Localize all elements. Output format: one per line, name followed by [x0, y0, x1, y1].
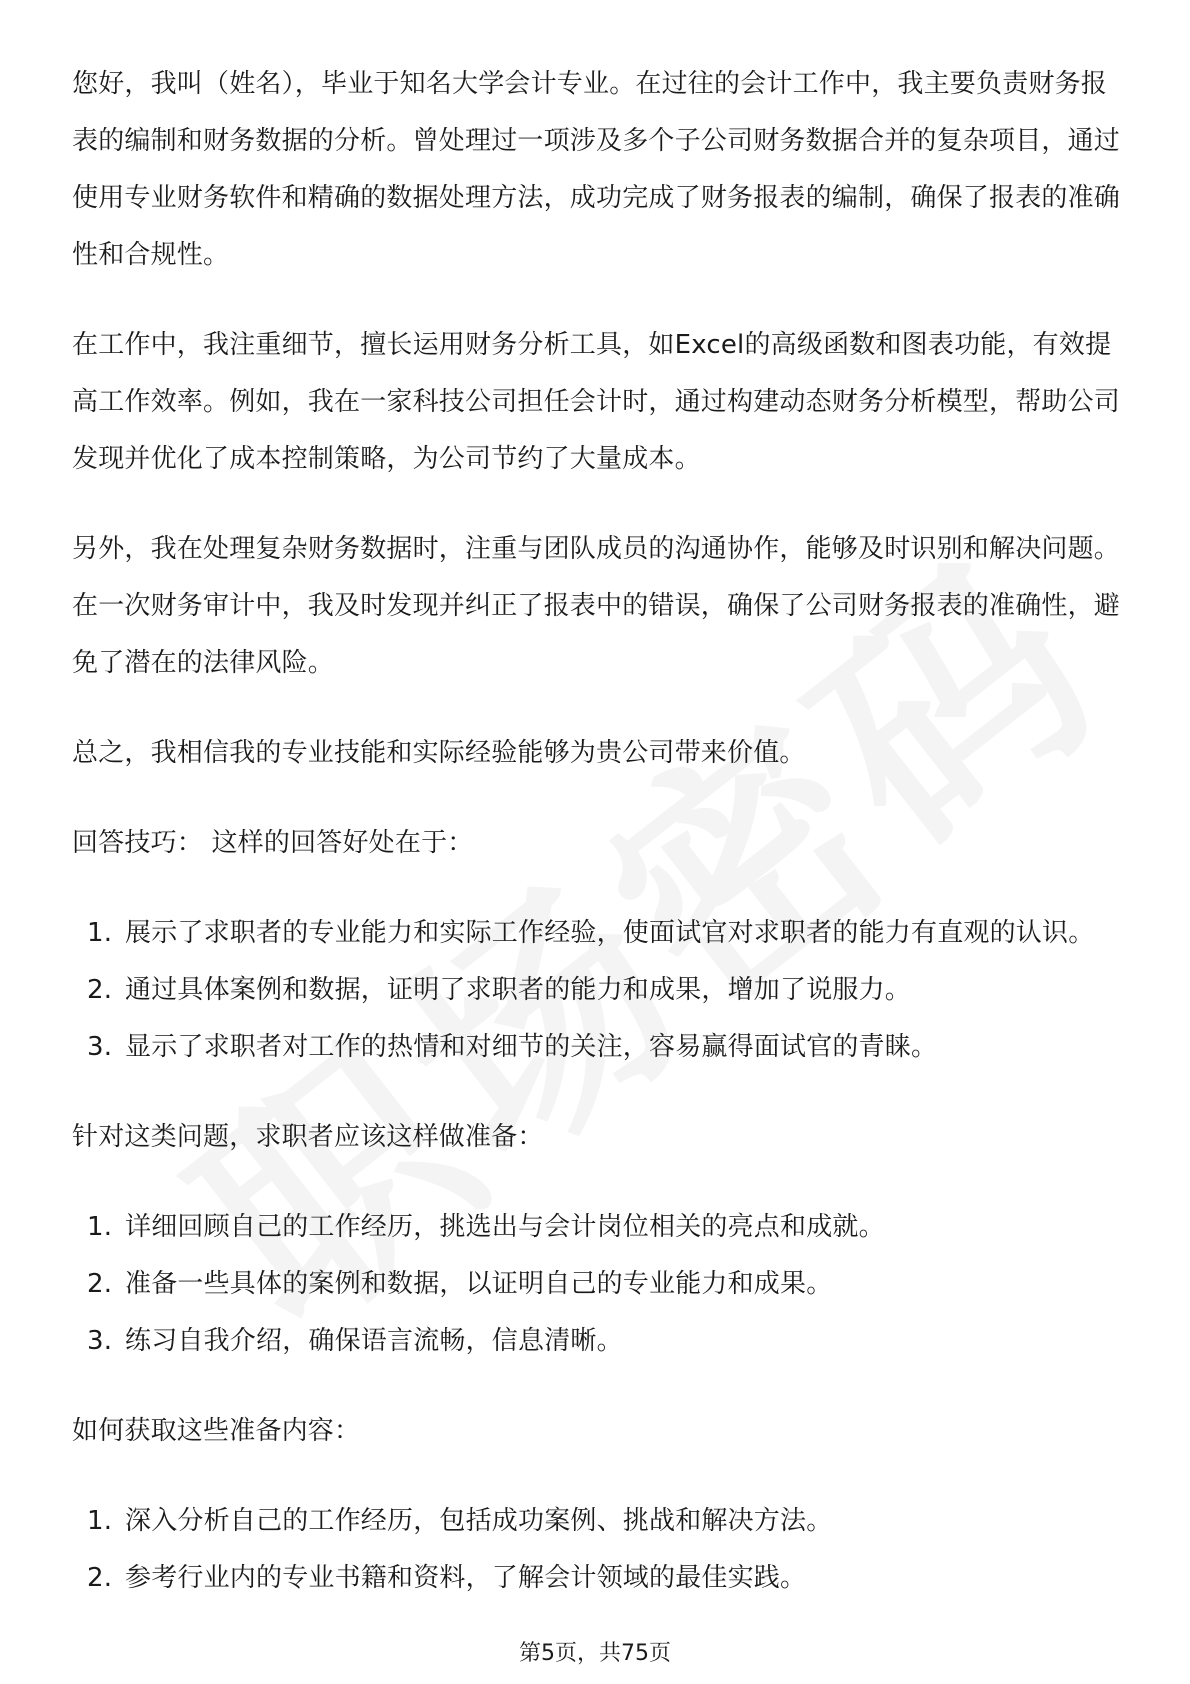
list-item: 2. 参考行业内的专业书籍和资料，了解会计领域的最佳实践。 [87, 1563, 807, 1593]
document-body [72, 56, 1132, 1640]
list-item: 2. 准备一些具体的案例和数据，以证明自己的专业能力和成果。 [87, 1269, 833, 1299]
obtain-heading: 如何获取这些准备内容： [72, 1416, 361, 1446]
summary-paragraph: 总之，我相信我的专业技能和实际经验能够为贵公司带来价值。 [72, 738, 806, 768]
tips-heading: 回答技巧： 这样的回答好处在于： [72, 828, 474, 858]
page-footer: 第5页，共75页 [519, 1641, 671, 1666]
list-item: 2. 通过具体案例和数据，证明了求职者的能力和成果，增加了说服力。 [87, 975, 912, 1005]
obtain-list [72, 1493, 1132, 1607]
tips-list [72, 905, 1132, 1076]
list-item: 3. 显示了求职者对工作的热情和对细节的关注，容易赢得面试官的青睐。 [87, 1032, 938, 1062]
list-item: 1. 深入分析自己的工作经历，包括成功案例、挑战和解决方法。 [87, 1506, 833, 1536]
collaboration-paragraph: 另外，我在处理复杂财务数据时，注重与团队成员的沟通协作，能够及时识别和解决问题。在一次财务审计中，我及时发现并纠正了报表中的错误，确保了公司财务报表的准确性，避免了潜在的法律风险。 [72, 534, 1121, 678]
prep-heading: 针对这类问题，求职者应该这样做准备： [72, 1122, 544, 1152]
list-item: 1. 展示了求职者的专业能力和实际工作经验，使面试官对求职者的能力有直观的认识。 [87, 918, 1095, 948]
skills-paragraph: 在工作中，我注重细节，擅长运用财务分析工具，如Excel的高级函数和图表功能，有效提高工作效率。例如，我在一家科技公司担任会计时，通过构建动态财务分析模型，帮助公司发现并优化了成本控制策略，为公司节约了大量成本。 [72, 330, 1121, 474]
list-item: 1. 详细回顾自己的工作经历，挑选出与会计岗位相关的亮点和成就。 [87, 1212, 885, 1242]
intro-paragraph: 您好，我叫（姓名），毕业于知名大学会计专业。在过往的会计工作中，我主要负责财务报表的编制和财务数据的分析。曾处理过一项涉及多个子公司财务数据合并的复杂项目，通过使用专业财务软件和精确的数据处理方法，成功完成了财务报表的编制，确保了报表的准确性和合规性。 [72, 69, 1121, 270]
prep-list [72, 1199, 1132, 1370]
list-item: 3. 练习自我介绍，确保语言流畅，信息清晰。 [87, 1326, 623, 1356]
